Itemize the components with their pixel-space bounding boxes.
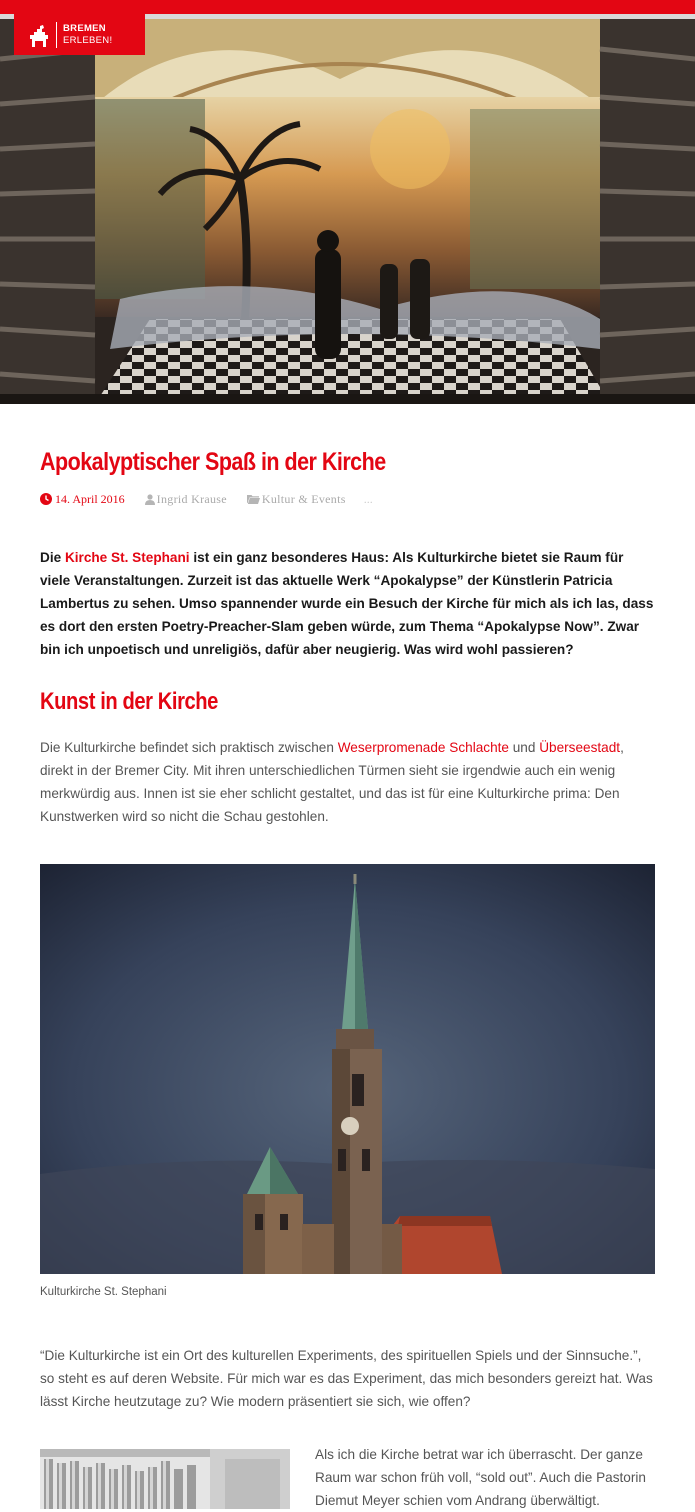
user-icon	[145, 494, 155, 505]
article-title[interactable]: Apokalyptischer Spaß in der Kirche	[40, 448, 386, 476]
date-link[interactable]	[40, 492, 125, 507]
ueberseestadt-link[interactable]: Überseestadt	[539, 740, 621, 755]
church-photo	[40, 864, 655, 1274]
para-text-end: , direkt in der Bremer City. Mit ihren unterschiedlichen Türmen sieht sie irgendwie auch ein wenig merkwürdig aus. Innen ist sie eher schlicht gestaltet, und das ist für eine Kulturkirche prima: Den Kunstwerken wird so nicht die Schau gestohlen.	[40, 740, 624, 824]
hero-image	[0, 19, 695, 404]
article-meta	[40, 491, 373, 507]
category-text: Kultur & Events	[261, 491, 346, 506]
quote-paragraph: “Die Kulturkirche ist ein Ort des kulturellen Experiments, des spirituellen Spiels und der Sinnsuche.”, so steht es auf deren Website. Für mich war es das Experiment, das mich besonders gereizt hat. Was lässt Kirche heutzutage zu? Wie modern präsentiert sie sich, wie offen?	[40, 1348, 653, 1409]
date-text: 14. April 2016	[55, 491, 125, 506]
organ-photo	[40, 1449, 290, 1509]
lead-text-end: ist ein ganz besonderes Haus: Als Kulturkirche bietet sie Raum für viele Veranstaltungen. Zurzeit ist das aktuelle Werk “Apokalypse” der Künstlerin Patricia Lambertus zu sehen. Umso spannender wurde ein Besuch der Kirche für mich als ich las, dass es dort den ersten Poetry-Preacher-Slam geben würde, zum Thema “Apokalypse Now”. Zwar bin ich unpoetisch und unreligiös, dafür aber neugierig. Was wird wohl passieren?	[40, 550, 654, 657]
section-heading: Kunst in der Kirche	[40, 688, 218, 715]
top-accent-bar	[0, 0, 695, 14]
logo-divider	[56, 22, 57, 48]
author-link[interactable]	[145, 492, 227, 507]
folder-icon	[247, 494, 260, 504]
logo-line-2: ERLEBEN!	[63, 34, 113, 46]
section-paragraph	[40, 736, 655, 828]
photo-caption: Kulturkirche St. Stephani	[40, 1286, 167, 1298]
author-text: Ingrid Krause	[156, 491, 227, 506]
kirche-st-stephani-link[interactable]: Kirche St. Stephani	[64, 550, 190, 565]
clock-icon	[40, 493, 52, 505]
body-paragraph-2: Als ich die Kirche betrat war ich überrascht. Der ganze Raum war schon früh voll, “sold out”. Auch die Pastorin Diemut Meyer schien vom Andrang überwältigt.	[315, 1447, 646, 1508]
article-lead	[40, 546, 655, 661]
bremen-erleben-logo[interactable]	[14, 14, 145, 55]
town-musicians-icon	[28, 23, 50, 47]
para-text-mid: und	[508, 740, 540, 755]
weserpromenade-link[interactable]: Weserpromenade Schlachte	[337, 740, 509, 755]
lead-text-start: Die	[40, 550, 65, 565]
meta-more: ...	[363, 491, 373, 506]
logo-text	[63, 23, 112, 47]
para-text-start: Die Kulturkirche befindet sich praktisch zwischen	[40, 740, 338, 755]
logo-line-1: BREMEN	[63, 22, 106, 34]
category-link[interactable]	[247, 492, 346, 507]
